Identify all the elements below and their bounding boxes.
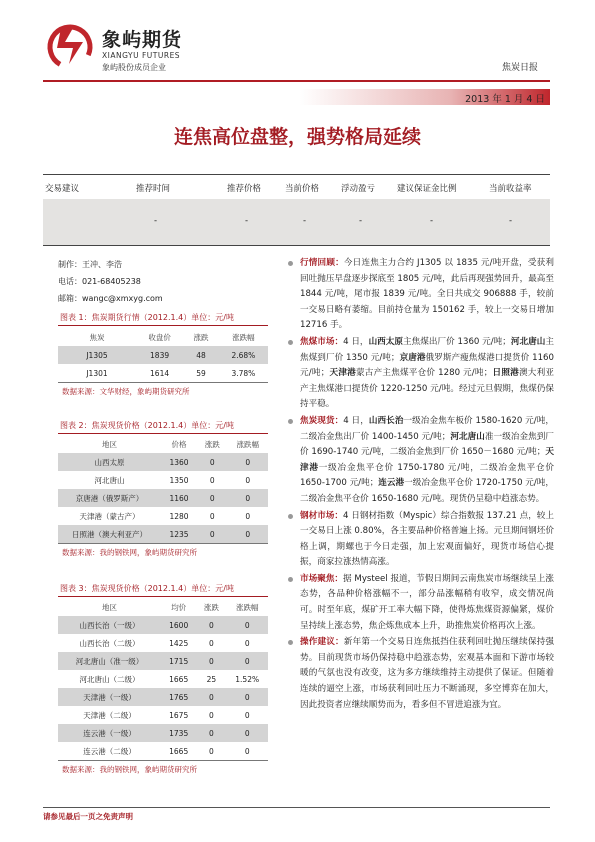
table-cell: 1614 — [136, 364, 183, 383]
brand-name-cn: 象屿期货 — [102, 29, 183, 51]
table-cell: 日照港（澳大利亚产） — [58, 525, 161, 544]
paragraph-text: 据 Mysteel 报道，节假日期间云南焦炭市场继续呈上涨态势，各品种价格涨幅不一，部分品涨幅稍有收窄，成交情况尚可。时至年底，煤矿开工率大幅下降，使得炼焦煤资源偏紧，煤价呈持续上涨态势，焦企炼焦成本上升，助推焦炭价格再次上涨。 — [300, 573, 554, 631]
table-cell: 0 — [228, 489, 269, 507]
table-cell: 1765 — [161, 688, 196, 706]
advice-col-time: 推荐时间 — [136, 184, 171, 194]
table-cell: 1715 — [161, 652, 196, 670]
advice-value-pnl: - — [359, 216, 363, 226]
table-row — [58, 507, 268, 525]
table-cell: 0 — [197, 507, 228, 525]
fig1-title: 图表 1：焦炭期货行情（2012.1.4）单位：元/吨 — [60, 313, 234, 322]
table-cell: 0 — [226, 706, 268, 724]
advice-value-yield: - — [509, 216, 513, 226]
table-row — [58, 670, 268, 688]
paragraph-lead: 钢材市场： — [300, 510, 344, 521]
table-row — [58, 688, 268, 706]
document-type: 焦炭日报 — [501, 63, 538, 73]
table-header-cell: 均价 — [161, 598, 196, 616]
table-cell: 0 — [228, 471, 269, 489]
table-cell: 0 — [228, 507, 269, 525]
paragraph-text: 一级冶金焦平仓价 1720-1750 元/吨，二级冶金焦平仓价 1650-1680 元/吨。现货仍呈稳中趋涨态势。 — [300, 478, 554, 504]
table-cell: 0 — [228, 453, 269, 471]
table-header-cell: 涨跌 — [197, 435, 228, 453]
table-header-row — [58, 598, 268, 616]
paragraph-text: 新年第一个交易日连焦抵挡住获利回吐抛压继续保持强势。目前现货市场仍保持稳中趋涨态势，宏观基本面和下游市场较暖的气氛也没有改变，这为多方继续维持主动提供了保证。但随着连续的逼空上涨，市场获利回吐压力不断涌现，多空博弈在加大，因此投资者应继续顺势而为，看多但不冒进追涨为宜。 — [300, 637, 554, 710]
table-row — [58, 652, 268, 670]
fig2-rule — [58, 433, 268, 434]
table-cell: 0 — [196, 652, 226, 670]
table-cell: 山西太原 — [58, 453, 161, 471]
table-cell: 连云港（一级） — [58, 724, 161, 742]
fig3-source: 数据来源：我的钢铁网，象屿期货研究所 — [62, 765, 197, 774]
table-cell: 连云港（二级） — [58, 742, 161, 761]
region-name: 日照港 — [492, 368, 519, 379]
bullet-icon — [288, 419, 293, 424]
bullet-icon — [288, 340, 293, 345]
table-row — [58, 616, 268, 634]
region-name: 连云港 — [378, 478, 405, 489]
paragraph-market-focus — [288, 572, 554, 634]
table-header-row — [58, 328, 268, 346]
paragraph-text: 准一级冶金焦到厂价 1690-1740 元/吨，二级冶金焦到厂价 1650－1680 元/吨； — [300, 431, 554, 458]
fig2-title: 图表 2：焦炭现货价格（2012.1.4）单位：元/吨 — [60, 421, 234, 430]
table-cell: 2.68% — [219, 346, 268, 364]
region-name: 河北唐山 — [510, 336, 546, 347]
advice-col-cur-price: 当前价格 — [285, 184, 320, 194]
table-cell: 1360 — [161, 453, 197, 471]
report-date: 2013 年 1 月 4 日 — [465, 94, 545, 105]
table-header-row — [58, 435, 268, 453]
advice-value-rec-price: - — [245, 216, 249, 226]
table-cell: 0 — [196, 616, 226, 634]
fig2-source: 数据来源：我的钢铁网，象屿期货研究所 — [62, 548, 197, 557]
table-cell: 1665 — [161, 742, 196, 761]
paragraph-text: 主焦煤出厂价 1360 元/吨； — [403, 336, 511, 347]
brand-subtitle: 象屿股份成员企业 — [102, 63, 166, 72]
table-cell: 0 — [226, 742, 268, 761]
table-cell: 1.52% — [226, 670, 268, 688]
table-header-cell: 地区 — [58, 598, 161, 616]
advice-table-header — [43, 174, 550, 200]
table-cell: 0 — [226, 634, 268, 652]
paragraph-text: 蒙古产主焦煤平仓价 1280 元/吨； — [355, 368, 493, 379]
fig1-source: 数据来源：文华财经，象屿期货研究所 — [62, 387, 190, 396]
paragraph-lead: 行情回顾： — [300, 258, 344, 268]
brand-name-en: XIANGYU FUTURES — [102, 51, 181, 60]
fig3-table — [58, 598, 268, 761]
paragraph-trading-advice — [288, 635, 554, 713]
table-cell: J1301 — [58, 364, 136, 383]
paragraph-lead: 焦炭现货： — [300, 415, 344, 426]
table-header-cell: 收盘价 — [136, 328, 183, 346]
table-cell: 1665 — [161, 670, 196, 688]
table-cell: 0 — [196, 742, 226, 761]
region-name: 河北唐山 — [450, 431, 485, 442]
bullet-icon — [288, 640, 293, 645]
advice-col-rec-price: 推荐价格 — [227, 184, 262, 194]
table-cell: 0 — [197, 453, 228, 471]
table-cell: 天津港（蒙古产） — [58, 507, 161, 525]
table-row — [58, 742, 268, 761]
table-cell: 河北唐山（二级） — [58, 670, 161, 688]
fig3-rule — [58, 596, 268, 597]
advice-col-advice: 交易建议 — [45, 184, 80, 194]
table-cell: 1735 — [161, 724, 196, 742]
table-cell: 1839 — [136, 346, 183, 364]
table-header-cell: 价格 — [161, 435, 197, 453]
table-cell: 山西长治（一级） — [58, 616, 161, 634]
table-row — [58, 346, 268, 364]
footer-disclaimer: 请参见最后一页之免责声明 — [43, 812, 133, 821]
table-cell: 3.78% — [219, 364, 268, 383]
table-cell: 天津港（一级） — [58, 688, 161, 706]
table-cell: 1600 — [161, 616, 196, 634]
paragraph-text: 澳大利亚产主焦煤港口提货价 1220-1250 元/吨。经过元旦假期，焦煤仍保持平稳。 — [300, 368, 554, 410]
table-cell: 0 — [226, 688, 268, 706]
paragraph-market-review — [288, 256, 554, 334]
table-cell: 天津港（二级） — [58, 706, 161, 724]
bullet-icon — [288, 514, 293, 519]
advice-value-margin: - — [430, 216, 434, 226]
table-header-cell: 涨跌幅 — [226, 598, 268, 616]
table-cell: 0 — [226, 616, 268, 634]
advice-value-time: - — [154, 216, 158, 226]
table-row — [58, 364, 268, 383]
table-cell: 0 — [226, 724, 268, 742]
table-row — [58, 453, 268, 471]
table-header-cell: 涨跌 — [196, 598, 226, 616]
paragraph-text: 主焦煤到厂价 1350 元/吨； — [300, 336, 554, 363]
table-row — [58, 489, 268, 507]
paragraph-steel-market — [288, 509, 554, 571]
table-cell: J1305 — [58, 346, 136, 364]
table-cell: 0 — [196, 688, 226, 706]
region-name: 山西长治 — [368, 415, 404, 426]
table-cell: 0 — [197, 471, 228, 489]
paragraph-text: 一级冶金焦平仓价 1750-1780 元/吨，二级冶金焦平仓价 1650-1700 元/吨； — [300, 462, 554, 489]
table-cell: 河北唐山（准一级） — [58, 652, 161, 670]
table-header-cell: 涨跌幅 — [228, 435, 269, 453]
paragraph-text: 4 日， — [343, 415, 369, 426]
paragraph-lead: 焦煤市场： — [300, 336, 344, 347]
header-rule — [43, 80, 550, 82]
paragraph-text: 俄罗斯产瘦焦煤港口提货价 1160 元/吨； — [300, 352, 554, 379]
table-cell: 1280 — [161, 507, 197, 525]
table-cell: 0 — [196, 724, 226, 742]
table-header-cell: 涨跌幅 — [219, 328, 268, 346]
table-row — [58, 724, 268, 742]
table-cell: 河北唐山 — [58, 471, 161, 489]
table-cell: 0 — [228, 525, 269, 544]
fig2-table — [58, 435, 268, 544]
advice-col-margin: 建议保证金比例 — [397, 184, 457, 194]
paragraph-coke-spot — [288, 414, 554, 508]
phone: 电话：021-68405238 — [58, 277, 141, 286]
paragraph-coking-coal — [288, 335, 554, 413]
table-cell: 0 — [196, 634, 226, 652]
fig3-title: 图表 3：焦炭现货价格（2012.1.4）单位：元/吨 — [60, 584, 234, 593]
table-row — [58, 706, 268, 724]
fig1-table — [58, 328, 268, 383]
email: 邮箱：wangc@xmxyg.com — [58, 294, 163, 303]
table-row — [58, 634, 268, 652]
page-title: 连焦高位盘整，强势格局延续 — [173, 126, 421, 148]
advice-table-row — [43, 199, 550, 246]
paragraph-text: 今日连焦主力合约 J1305 以 1835 元/吨开盘，受获利回吐抛压早盘逐步探底至 1805 元/吨，此后再现强势回升，最高至 1844 元/吨，尾市报 1839 元/吨。全日共成交 906888 手，较前一交易日略有萎缩。目前持仓量为 150162 手，较上一交易日增加 12716 手。 — [300, 258, 554, 331]
table-cell: 0 — [197, 489, 228, 507]
advice-col-pnl: 浮动盈亏 — [341, 184, 376, 194]
paragraph-lead: 操作建议： — [300, 637, 344, 648]
table-cell: 59 — [183, 364, 219, 383]
paragraph-text: 4 日钢材指数（Myspic）综合指数报 137.21 点，较上一交易日上涨 0.80%，各主要品种价格普遍上扬。元旦期间钢坯价格上调，期螺也于今日走强，加上宏观面偏好，现货市场信心提振，商家拉涨热情高涨。 — [300, 510, 554, 568]
paragraph-text: 一级冶金焦车板价 1580-1620 元/吨，二级冶金焦出厂价 1400-1450 元/吨； — [300, 415, 554, 442]
advice-value-cur-price: - — [303, 216, 307, 226]
table-cell: 0 — [197, 525, 228, 544]
author: 制作：王冲、李浩 — [58, 260, 122, 269]
fig1-rule — [58, 325, 268, 326]
table-cell: 山西长治（二级） — [58, 634, 161, 652]
paragraph-lead: 市场聚焦： — [300, 573, 344, 584]
table-cell: 1160 — [161, 489, 197, 507]
table-header-cell: 地区 — [58, 435, 161, 453]
paragraph-text: 4 日， — [343, 336, 369, 347]
table-cell: 1425 — [161, 634, 196, 652]
logo-mark-icon — [43, 20, 99, 70]
table-cell: 1350 — [161, 471, 197, 489]
table-cell: 1235 — [161, 525, 197, 544]
footer-rule — [43, 807, 550, 808]
table-row — [58, 471, 268, 489]
region-name: 京唐港 — [399, 352, 426, 363]
commentary — [288, 256, 554, 713]
table-header-cell: 焦炭 — [58, 328, 136, 346]
table-cell: 京唐港（俄罗斯产） — [58, 489, 161, 507]
table-header-cell: 涨跌 — [183, 328, 219, 346]
table-cell: 1675 — [161, 706, 196, 724]
advice-col-yield: 当前收益率 — [489, 184, 532, 194]
table-cell: 25 — [196, 670, 226, 688]
table-cell: 0 — [196, 706, 226, 724]
table-cell: 48 — [183, 346, 219, 364]
bullet-icon — [288, 577, 293, 582]
table-row — [58, 525, 268, 544]
region-name: 天津港 — [300, 447, 554, 473]
bullet-icon — [288, 261, 293, 266]
region-name: 天津港 — [329, 368, 356, 379]
table-cell: 0 — [226, 652, 268, 670]
region-name: 山西太原 — [368, 336, 404, 347]
